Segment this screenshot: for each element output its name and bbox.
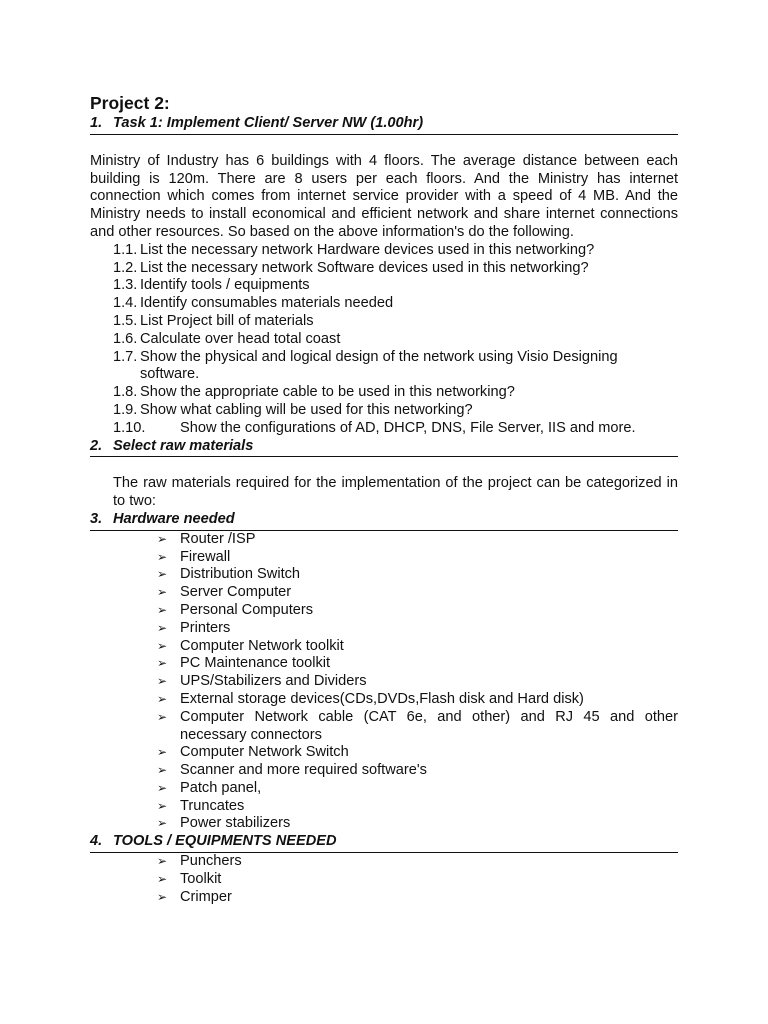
raw-materials-paragraph: The raw materials required for the implementation of the project can be categorized in to two: <box>113 475 678 510</box>
arrowhead-bullet-icon: ➢ <box>157 620 168 635</box>
arrowhead-bullet-icon: ➢ <box>157 585 168 600</box>
list-item-text: Patch panel, <box>180 779 262 796</box>
task-number: 1.4. <box>113 295 138 312</box>
task-text: Show the appropriate cable to be used in this networking? <box>140 384 515 401</box>
task-text: Identify tools / equipments <box>140 277 310 294</box>
section-number: 2. <box>90 437 103 454</box>
section-number: 3. <box>90 510 103 527</box>
task-number: 1.9. <box>113 401 138 418</box>
list-item <box>90 780 678 798</box>
arrowhead-bullet-icon: ➢ <box>157 816 168 831</box>
list-item <box>90 798 678 816</box>
list-item-text: Personal Computers <box>180 601 314 618</box>
arrowhead-bullet-icon: ➢ <box>157 780 168 795</box>
task-text: Calculate over head total coast <box>140 330 341 347</box>
list-item-text: External storage devices(CDs,DVDs,Flash disk and Hard disk) <box>180 690 584 707</box>
list-item <box>90 620 678 638</box>
arrowhead-bullet-icon: ➢ <box>157 709 168 724</box>
list-item <box>90 566 678 584</box>
task-text: Identify consumables materials needed <box>140 295 394 312</box>
section-heading-tools <box>90 833 678 853</box>
arrowhead-bullet-icon: ➢ <box>157 567 168 582</box>
list-item <box>90 655 678 673</box>
task-list <box>90 242 678 438</box>
arrowhead-bullet-icon: ➢ <box>157 674 168 689</box>
task-number: 1.10. <box>113 419 146 436</box>
arrowhead-bullet-icon: ➢ <box>157 871 168 886</box>
document-content <box>90 92 678 906</box>
list-item <box>90 709 678 745</box>
list-item-text: Router /ISP <box>180 530 256 547</box>
task-text: List Project bill of materials <box>140 312 314 329</box>
section-title: Task 1: Implement Client/ Server NW (1.00hr) <box>113 115 424 131</box>
arrowhead-bullet-icon: ➢ <box>157 763 168 778</box>
list-item-text: Computer Network Switch <box>180 744 349 761</box>
list-item <box>90 638 678 656</box>
arrowhead-bullet-icon: ➢ <box>157 638 168 653</box>
list-item-text: Computer Network cable (CAT 6e, and other) and RJ 45 and other necessary connectors <box>180 708 678 743</box>
task-item <box>90 420 678 438</box>
arrowhead-bullet-icon: ➢ <box>157 745 168 760</box>
list-item <box>90 889 678 907</box>
task-number: 1.2. <box>113 259 138 276</box>
task-number: 1.6. <box>113 330 138 347</box>
list-item <box>90 673 678 691</box>
section-heading-raw-materials <box>90 438 678 458</box>
list-item-text: Power stabilizers <box>180 815 291 832</box>
section-number: 1. <box>90 115 103 131</box>
task-item <box>90 331 678 349</box>
arrowhead-bullet-icon: ➢ <box>157 889 168 904</box>
list-item-text: Firewall <box>180 548 231 565</box>
list-item <box>90 691 678 709</box>
task-text: Show the configurations of AD, DHCP, DNS, File Server, IIS and more. <box>180 419 636 436</box>
list-item <box>90 602 678 620</box>
task-number: 1.7. <box>113 348 138 365</box>
list-item-text: Toolkit <box>180 870 222 887</box>
task-item <box>90 260 678 278</box>
intro-paragraph: Ministry of Industry has 6 buildings with 4 floors. The average distance between each building is 120m. There are 8 users per each floors. And the Ministry has internet connection which comes from internet service provider with a speed of 4 MB. And the Ministry needs to install economical and efficient network and share internet connections and other resources. So based on the above information's do the following. <box>90 152 678 240</box>
task-number: 1.8. <box>113 384 138 401</box>
task-item <box>90 349 678 385</box>
list-item-text: Server Computer <box>180 584 292 601</box>
arrowhead-bullet-icon: ➢ <box>157 602 168 617</box>
list-item-text: Printers <box>180 619 231 636</box>
list-item-text: Computer Network toolkit <box>180 637 344 654</box>
task-text: Show what cabling will be used for this networking? <box>140 401 473 418</box>
section-title: Select raw materials <box>113 437 254 454</box>
task-item <box>90 384 678 402</box>
task-number: 1.5. <box>113 312 138 329</box>
arrowhead-bullet-icon: ➢ <box>157 531 168 546</box>
arrowhead-bullet-icon: ➢ <box>157 656 168 671</box>
list-item <box>90 815 678 833</box>
list-item <box>90 762 678 780</box>
task-item <box>90 277 678 295</box>
task-number: 1.1. <box>113 241 138 258</box>
task-text: List the necessary network Hardware devices used in this networking? <box>140 241 595 258</box>
arrowhead-bullet-icon: ➢ <box>157 798 168 813</box>
section-title: Hardware needed <box>113 510 235 527</box>
section-number: 4. <box>90 833 103 850</box>
task-item <box>90 242 678 260</box>
task-text: List the necessary network Software devices used in this networking? <box>140 259 589 276</box>
section-title: TOOLS / EQUIPMENTS NEEDED <box>113 833 337 850</box>
project-title: Project 2: <box>90 93 170 113</box>
list-item <box>90 584 678 602</box>
list-item-text: Truncates <box>180 797 245 814</box>
arrowhead-bullet-icon: ➢ <box>157 691 168 706</box>
list-item-text: Punchers <box>180 853 242 870</box>
arrowhead-bullet-icon: ➢ <box>157 854 168 869</box>
list-item-text: Scanner and more required software's <box>180 762 427 779</box>
task-item <box>90 313 678 331</box>
task-item <box>90 402 678 420</box>
task-number: 1.3. <box>113 277 138 294</box>
task-text: Show the physical and logical design of the network using Visio Designing software. <box>140 348 618 383</box>
list-item <box>90 744 678 762</box>
list-item <box>90 853 678 871</box>
list-item-text: Crimper <box>180 888 232 905</box>
tools-list <box>90 853 678 906</box>
section-heading-hardware <box>90 511 678 531</box>
list-item-text: PC Maintenance toolkit <box>180 655 331 672</box>
arrowhead-bullet-icon: ➢ <box>157 549 168 564</box>
list-item-text: Distribution Switch <box>180 566 301 583</box>
list-item <box>90 531 678 549</box>
section-heading-task1 <box>90 115 678 135</box>
hardware-list <box>90 531 678 834</box>
task-item <box>90 295 678 313</box>
list-item-text: UPS/Stabilizers and Dividers <box>180 673 367 690</box>
list-item <box>90 871 678 889</box>
list-item <box>90 549 678 567</box>
